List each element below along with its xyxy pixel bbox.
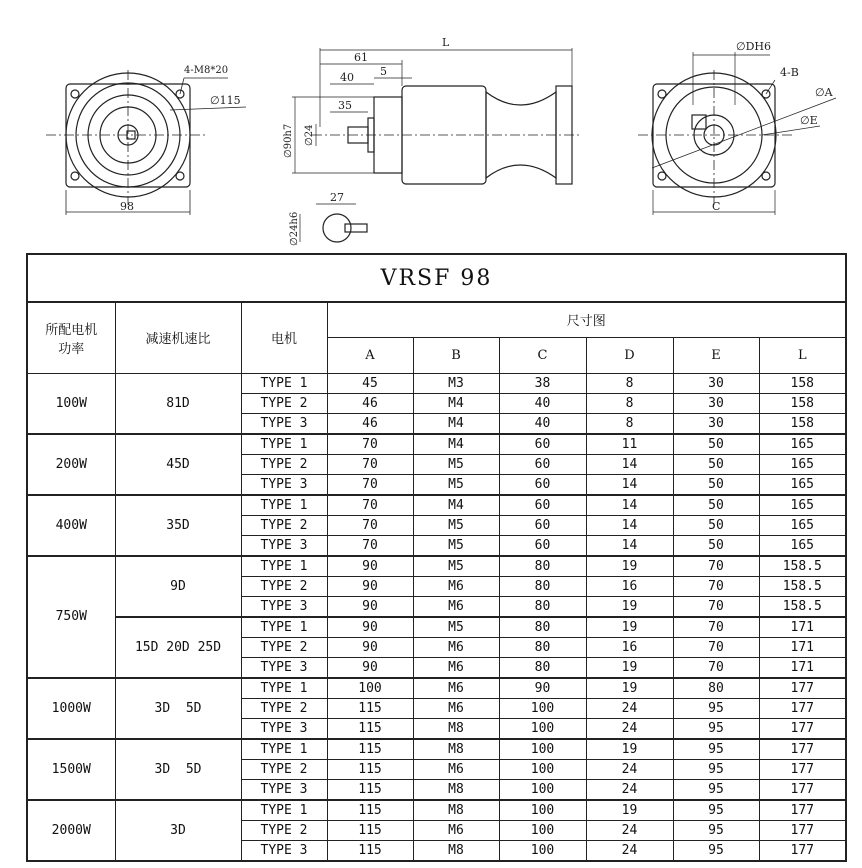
ratio-cell: 3D [115,800,241,861]
dim-cell-l: 177 [759,820,846,840]
header-ratio: 减速机速比 [115,302,241,373]
dim-cell-d: 8 [586,373,673,393]
motor-type-cell: TYPE 2 [241,759,327,779]
dim-cell-l: 158 [759,393,846,413]
dim-cell-d: 24 [586,779,673,800]
table-row [27,556,846,577]
dim-cell-d: 14 [586,454,673,474]
dim-cell-e: 95 [673,840,759,861]
side-shaft-dia: ∅24 [304,124,315,146]
dim-header-a: A [327,337,413,373]
dim-cell-d: 16 [586,637,673,657]
motor-type-cell: TYPE 1 [241,495,327,516]
power-cell: 2000W [27,800,115,861]
dim-cell-a: 70 [327,515,413,535]
dim-cell-a: 115 [327,718,413,739]
dim-cell-a: 90 [327,596,413,617]
dim-cell-l: 171 [759,617,846,638]
dim-cell-b: M8 [413,840,499,861]
dim-cell-c: 90 [499,678,586,699]
dim-cell-b: M3 [413,373,499,393]
dim-cell-b: M6 [413,678,499,699]
dim-cell-d: 24 [586,820,673,840]
dim-header-d: D [586,337,673,373]
dim-cell-e: 95 [673,779,759,800]
dim-cell-l: 165 [759,515,846,535]
motor-type-cell: TYPE 2 [241,637,327,657]
technical-drawings [0,0,862,250]
motor-type-cell: TYPE 3 [241,657,327,678]
dim-cell-l: 165 [759,495,846,516]
motor-type-cell: TYPE 1 [241,556,327,577]
dim-cell-e: 70 [673,576,759,596]
dim-cell-e: 30 [673,413,759,434]
side-dim-40: 40 [340,71,354,84]
dim-cell-d: 8 [586,413,673,434]
dim-header-e: E [673,337,759,373]
side-length-label: L [442,36,450,49]
dim-cell-c: 100 [499,820,586,840]
ratio-cell: 35D [115,495,241,556]
dim-cell-b: M8 [413,718,499,739]
dim-cell-b: M8 [413,779,499,800]
dim-cell-c: 80 [499,596,586,617]
header-motor: 电机 [241,302,327,373]
dim-cell-b: M5 [413,474,499,495]
dim-cell-a: 115 [327,800,413,821]
motor-type-cell: TYPE 3 [241,840,327,861]
dim-cell-l: 165 [759,474,846,495]
dim-cell-d: 24 [586,698,673,718]
dim-cell-c: 100 [499,739,586,760]
motor-type-cell: TYPE 3 [241,413,327,434]
dim-cell-e: 95 [673,739,759,760]
dim-cell-a: 90 [327,657,413,678]
dim-cell-e: 70 [673,617,759,638]
dim-cell-d: 19 [586,657,673,678]
power-cell: 100W [27,373,115,434]
dim-cell-c: 60 [499,434,586,455]
dim-cell-l: 177 [759,678,846,699]
dim-cell-e: 50 [673,454,759,474]
motor-type-cell: TYPE 2 [241,454,327,474]
dim-cell-a: 90 [327,617,413,638]
dim-cell-e: 95 [673,800,759,821]
dim-cell-c: 60 [499,515,586,535]
dim-cell-e: 30 [673,373,759,393]
dim-cell-b: M8 [413,800,499,821]
table-title: VRSF 98 [27,254,846,302]
dim-cell-c: 100 [499,800,586,821]
dim-cell-a: 115 [327,759,413,779]
dim-cell-l: 171 [759,637,846,657]
dim-cell-e: 95 [673,698,759,718]
right-bolt-label: 4-B [780,66,799,79]
dim-cell-a: 90 [327,637,413,657]
power-cell: 200W [27,434,115,495]
dim-cell-a: 70 [327,535,413,556]
motor-type-cell: TYPE 1 [241,800,327,821]
dim-cell-b: M6 [413,637,499,657]
dim-header-c: C [499,337,586,373]
dim-cell-a: 115 [327,698,413,718]
motor-type-cell: TYPE 2 [241,820,327,840]
dim-cell-l: 165 [759,454,846,474]
side-key-dia: ∅24h6 [289,211,300,246]
dim-cell-e: 95 [673,820,759,840]
dim-header-b: B [413,337,499,373]
dim-cell-c: 100 [499,698,586,718]
motor-type-cell: TYPE 3 [241,596,327,617]
ratio-cell: 3D 5D [115,739,241,800]
dim-cell-d: 14 [586,474,673,495]
dim-cell-c: 80 [499,556,586,577]
side-view [292,48,582,242]
dim-cell-a: 90 [327,556,413,577]
right-e-label: ∅E [800,114,818,127]
dim-cell-a: 115 [327,739,413,760]
dim-cell-e: 70 [673,556,759,577]
dim-cell-a: 46 [327,413,413,434]
dim-cell-b: M8 [413,739,499,760]
header-dimensions: 尺寸图 [327,302,846,337]
dim-cell-e: 50 [673,474,759,495]
dim-cell-c: 60 [499,495,586,516]
dim-cell-l: 165 [759,535,846,556]
dim-cell-d: 19 [586,739,673,760]
side-dim-61: 61 [354,51,368,64]
dim-cell-l: 177 [759,698,846,718]
dim-cell-e: 50 [673,434,759,455]
dim-cell-l: 177 [759,779,846,800]
dim-cell-e: 80 [673,678,759,699]
table-row [27,617,846,638]
dim-cell-d: 16 [586,576,673,596]
motor-type-cell: TYPE 1 [241,617,327,638]
side-dim-35: 35 [338,99,352,112]
side-key-width: 27 [330,191,344,204]
dim-cell-d: 8 [586,393,673,413]
right-hole-label: ∅DH6 [736,40,771,53]
power-cell: 750W [27,556,115,678]
dim-cell-l: 177 [759,840,846,861]
dim-cell-d: 24 [586,759,673,779]
spec-body [27,373,846,861]
motor-type-cell: TYPE 1 [241,373,327,393]
dim-header-l: L [759,337,846,373]
header-motor-power: 所配电机功率 [27,302,115,373]
dim-cell-c: 60 [499,454,586,474]
dim-cell-b: M4 [413,434,499,455]
motor-type-cell: TYPE 2 [241,698,327,718]
table-row [27,800,846,821]
motor-type-cell: TYPE 2 [241,393,327,413]
dim-cell-d: 14 [586,535,673,556]
dim-cell-b: M5 [413,454,499,474]
power-cell: 1000W [27,678,115,739]
dim-cell-l: 177 [759,800,846,821]
dim-cell-b: M6 [413,576,499,596]
motor-type-cell: TYPE 3 [241,474,327,495]
dim-cell-c: 80 [499,657,586,678]
dim-cell-c: 40 [499,413,586,434]
power-cell: 400W [27,495,115,556]
table-row [27,739,846,760]
dim-cell-l: 177 [759,718,846,739]
dim-cell-a: 46 [327,393,413,413]
dim-cell-d: 19 [586,596,673,617]
dim-cell-a: 70 [327,495,413,516]
motor-type-cell: TYPE 3 [241,535,327,556]
dim-cell-d: 19 [586,556,673,577]
dim-cell-l: 177 [759,759,846,779]
left-front-view [46,70,246,215]
dim-cell-b: M5 [413,617,499,638]
dim-cell-e: 50 [673,535,759,556]
dim-cell-b: M6 [413,657,499,678]
dim-cell-a: 115 [327,840,413,861]
dim-cell-b: M6 [413,820,499,840]
dim-cell-a: 70 [327,434,413,455]
spec-table [26,253,847,862]
right-c-label: C [712,200,721,213]
dim-cell-l: 158 [759,373,846,393]
dim-cell-c: 100 [499,759,586,779]
dim-cell-b: M4 [413,413,499,434]
ratio-cell: 9D [115,556,241,617]
dim-cell-d: 14 [586,515,673,535]
dim-cell-l: 165 [759,434,846,455]
dim-cell-a: 70 [327,474,413,495]
dim-cell-a: 115 [327,779,413,800]
dim-cell-e: 70 [673,596,759,617]
dim-cell-d: 19 [586,678,673,699]
table-row [27,434,846,455]
ratio-cell: 81D [115,373,241,434]
left-diameter-label: ∅115 [210,94,241,107]
dim-cell-l: 177 [759,739,846,760]
dim-cell-a: 100 [327,678,413,699]
dim-cell-e: 50 [673,495,759,516]
dim-cell-a: 70 [327,454,413,474]
power-cell: 1500W [27,739,115,800]
dim-cell-e: 70 [673,657,759,678]
dim-cell-e: 70 [673,637,759,657]
right-front-view [638,52,836,215]
dim-cell-b: M5 [413,535,499,556]
dim-cell-d: 19 [586,617,673,638]
ratio-cell: 45D [115,434,241,495]
right-a-label: ∅A [815,86,833,99]
motor-type-cell: TYPE 2 [241,515,327,535]
dim-cell-b: M6 [413,759,499,779]
dim-cell-b: M5 [413,515,499,535]
dim-cell-a: 90 [327,576,413,596]
table-row [27,373,846,393]
motor-type-cell: TYPE 1 [241,739,327,760]
dim-cell-c: 38 [499,373,586,393]
dim-cell-b: M6 [413,596,499,617]
table-row [27,495,846,516]
dim-cell-b: M6 [413,698,499,718]
motor-type-cell: TYPE 3 [241,718,327,739]
dim-cell-c: 60 [499,474,586,495]
dim-cell-l: 158.5 [759,576,846,596]
ratio-cell: 3D 5D [115,678,241,739]
motor-type-cell: TYPE 1 [241,434,327,455]
motor-type-cell: TYPE 1 [241,678,327,699]
dim-cell-d: 19 [586,800,673,821]
left-width-label: 98 [120,200,134,213]
dim-cell-e: 95 [673,718,759,739]
left-bolt-label: 4-M8*20 [184,65,229,76]
dim-cell-a: 45 [327,373,413,393]
ratio-cell: 15D 20D 25D [115,617,241,678]
dim-cell-a: 115 [327,820,413,840]
dim-cell-l: 171 [759,657,846,678]
dim-cell-c: 80 [499,576,586,596]
dim-cell-b: M4 [413,393,499,413]
dim-cell-b: M5 [413,556,499,577]
side-dim-5: 5 [380,65,387,78]
dim-cell-e: 30 [673,393,759,413]
dim-cell-d: 24 [586,840,673,861]
dim-cell-b: M4 [413,495,499,516]
dim-cell-d: 11 [586,434,673,455]
dim-cell-e: 95 [673,759,759,779]
dim-cell-l: 158.5 [759,596,846,617]
dim-cell-l: 158.5 [759,556,846,577]
table-row [27,678,846,699]
dim-cell-c: 100 [499,840,586,861]
dim-cell-d: 14 [586,495,673,516]
dim-cell-e: 50 [673,515,759,535]
dim-cell-c: 80 [499,637,586,657]
dim-cell-l: 158 [759,413,846,434]
side-flange-dia: ∅90h7 [283,123,294,158]
dim-cell-c: 40 [499,393,586,413]
dim-cell-d: 24 [586,718,673,739]
motor-type-cell: TYPE 2 [241,576,327,596]
dim-cell-c: 100 [499,779,586,800]
dim-cell-c: 100 [499,718,586,739]
dim-cell-c: 80 [499,617,586,638]
dim-cell-c: 60 [499,535,586,556]
motor-type-cell: TYPE 3 [241,779,327,800]
